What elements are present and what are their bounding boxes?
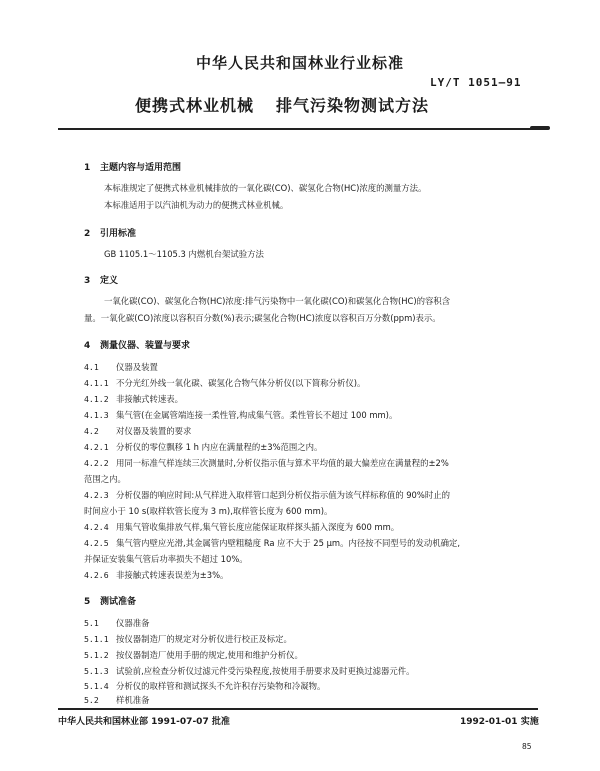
clause-4-2-4: 4.2.4 用集气管收集排放气样,集气管长度应能保证取样探头插入深度为 600 mm。 [84,522,400,532]
clause-4-2-5-cont: 并保证安装集气管后功率损失不超过 10%。 [84,554,248,564]
clause-5-1-3: 5.1.3 试验前,应检查分析仪过滤元件受污染程度,按使用手册要求及时更换过滤器元件。 [84,666,415,676]
clause-4-1-3: 4.1.3 集气管(在金属管端连接一柔性管,构成集气管。柔性管长不超过 100 mm)。 [84,410,398,420]
clause-4-2-2: 4.2.2 用同一标准气样连续三次测量时,分析仪指示值与算术平均值的最大偏差应在满量程的±2% [84,458,449,468]
clause-4-1-2: 4.1.2 非接触式转速表。 [84,394,183,404]
clause-4-1: 4.1 仪器及装置 [84,362,158,372]
standard-code: LY/T 1051—91 [430,76,522,89]
section-1-paragraph-2: 本标准适用于以汽油机为动力的便携式林业机械。 [104,200,289,210]
section-title: 引用标准 [100,229,137,239]
approval-line: 中华人民共和国林业部 1991-07-07 批准 [58,717,230,727]
section-2-heading [84,226,136,239]
clause-4-2-2-cont: 范围之内。 [84,474,126,484]
section-number: 3 [84,276,91,286]
section-3-heading [84,273,118,286]
title-divider [58,128,538,130]
document-title [135,93,429,116]
effective-date: 1992-01-01 实施 [460,717,539,727]
title-divider-tail [530,126,550,130]
clause-4-2-3-cont: 时间应小于 10 s(取样软管长度为 3 m),取样管长度为 600 mm)。 [84,506,333,516]
clause-4-2-3: 4.2.3 分析仪器的响应时间:从气样进入取样管口起到分析仪指示值为该气样标称值的 90%时止的 [84,490,450,500]
clause-5-2: 5.2 样机准备 [84,695,150,705]
clause-5-1: 5.1 仪器准备 [84,618,150,628]
section-title: 测试准备 [100,597,137,607]
footer-divider [58,708,538,710]
clause-5-1-4: 5.1.4 分析仪的取样管和测试探头不允许积存污染物和冷凝物。 [84,681,326,691]
section-1-paragraph-1: 本标准规定了便携式林业机械排放的一氧化碳(CO)、碳氢化合物(HC)浓度的测量方法。 [104,183,427,193]
section-number: 2 [84,229,91,239]
section-1-heading [84,160,181,173]
reference-standard: GB 1105.1～1105.3 内燃机台架试验方法 [104,249,264,259]
section-number: 5 [84,597,91,607]
clause-5-1-2: 5.1.2 按仪器制造厂使用手册的规定,使用和维护分析仪。 [84,650,303,660]
clause-4-2-5: 4.2.5 集气管内壁应光滑,其金属管内壁粗糙度 Ra 应不大于 25 μm。内径按不同型号的发动机确定, [84,538,461,548]
title-part-1: 便携式林业机械 [135,96,255,115]
section-title: 测量仪器、装置与要求 [100,341,191,351]
clause-4-2-6: 4.2.6 非接触式转速表误差为±3%。 [84,570,229,580]
clause-5-1-1: 5.1.1 按仪器制造厂的规定对分析仪进行校正及标定。 [84,634,292,644]
clause-4-2: 4.2 对仪器及装置的要求 [84,426,192,436]
definition-line-2: 量。一氧化碳(CO)浓度以容积百分数(%)表示;碳氢化合物(HC)浓度以容积百万分数(ppm)表示。 [84,313,441,323]
section-title: 主题内容与适用范围 [100,163,182,173]
definition-line-1: 一氧化碳(CO)、碳氢化合物(HC)浓度:排气污染物中一氧化碳(CO)和碳氢化合物(HC)的容积含 [104,296,451,306]
clause-4-2-1: 4.2.1 分析仪的零位飘移 1 h 内应在满量程的±3%范围之内。 [84,442,323,452]
title-part-2: 排气污染物测试方法 [276,96,430,115]
section-4-heading [84,338,190,351]
page-number: 85 [522,742,532,751]
section-5-heading [84,594,136,607]
section-title: 定义 [100,276,119,286]
section-number: 1 [84,163,91,173]
clause-4-1-1: 4.1.1 不分光红外线一氧化碳、碳氢化合物气体分析仪(以下简称分析仪)。 [84,378,366,388]
section-number: 4 [84,341,91,351]
publisher-line: 中华人民共和国林业行业标准 [195,54,404,72]
